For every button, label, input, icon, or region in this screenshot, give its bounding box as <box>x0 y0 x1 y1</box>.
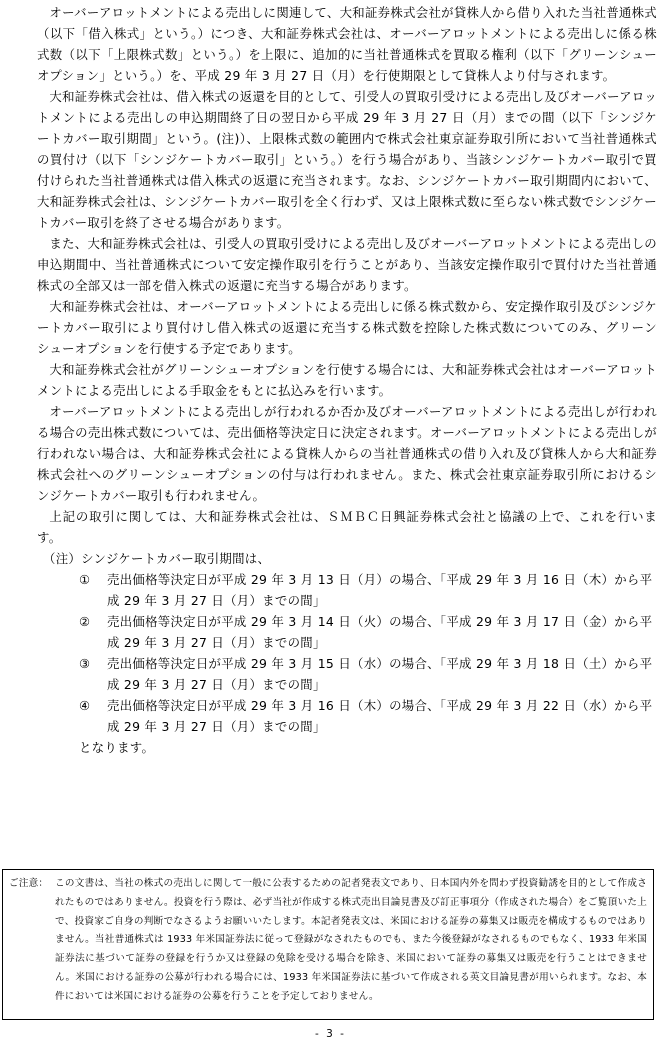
paragraph-consultation: 上記の取引に関しては、大和証券株式会社は、ＳＭＢＣ日興証券株式会社と協議の上で、これを行います。 <box>37 509 657 545</box>
paragraph-option-exercise-scope: 大和証券株式会社は、オーバーアロットメントによる売出しに係る株式数から、安定操作取引及びシンジケートカバー取引により買付けし借入株式の返還に充当する株式数を控除した株式数についてのみ、グリーンシューオプションを行使する予定であります。 <box>37 299 657 356</box>
note-item <box>37 569 657 611</box>
note-item-mark: ③ <box>79 656 91 671</box>
document-body <box>37 2 657 758</box>
paragraph-greenshoe-option: オーバーアロットメントによる売出しに関連して、大和証券株式会社が貸株人から借り入れた当社普通株式（以下「借入株式」という。）につき、大和証券株式会社は、オーバーアロットメントによる売出しに係る株式数（以下「上限株式数」という。）を上限に、追加的に当社普通株式を買取る権利（以下「グリーンシューオプション」という。）を、平成 29 年 3 月 27 日（月）を行使期限として貸株人より付与されます。 <box>37 5 657 83</box>
note-item-mark: ② <box>79 614 91 629</box>
note-item-mark: ④ <box>79 698 91 713</box>
note-item <box>37 611 657 653</box>
note-item-mark: ① <box>79 572 91 587</box>
note-item <box>37 653 657 695</box>
disclaimer-label: ご注意： <box>9 878 49 889</box>
note-item <box>37 695 657 737</box>
page-number: - 3 - <box>315 1028 346 1040</box>
paragraph-payment: 大和証券株式会社がグリーンシューオプションを行使する場合には、大和証券株式会社はオーバーアロットメントによる売出しによる手取金をもとに払込みを行います。 <box>37 362 657 398</box>
note-item-text: 売出価格等決定日が平成 29 年 3 月 16 日（木）の場合、「平成 29 年 3 月 22 日（水）から平成 29 年 3 月 27 日（月）までの間」 <box>107 698 653 734</box>
disclaimer-text: この文書は、当社の株式の売出しに関して一般に公表するための記者発表文であり、日本国内外を問わず投資勧誘を目的として作成されたものではありません。投資を行う際は、必ず当社が作成する株式売出目論見書及び訂正事項分（作成された場合）をご覧頂いた上で、投資家ご自身の判断でなさるようお願いいたします。本記者発表文は、米国における証券の募集又は販売を構成するものではありません。当社普通株式は 1933 年米国証券法に従って登録がなされたものでも、また今後登録がなされるものでもなく、1933 年米国証券法に基づいて証券の登録を行うか又は登録の免除を受ける場合を除き、米国において証券の募集又は販売を行うことはできません。米国における証券の公募が行われる場合には、1933 年米国証券法に基づいて作成される英文目論見書が用いられます。なお、本件においては米国における証券の公募を行うことを予定しておりません。 <box>55 878 647 1002</box>
note-section <box>37 548 657 758</box>
paragraph-syndicate-cover: 大和証券株式会社は、借入株式の返還を目的として、引受人の買取引受けによる売出し及びオーバーアロットメントによる売出しの申込期間終了日の翌日から平成 29 年 3 月 27 日（月）までの間（以下「シンジケートカバー取引期間」という。(注)）、上限株式数の範囲内で株式会社東京証券取引所において当社普通株式の買付け（以下「シンジケートカバー取引」という。）を行う場合があり、当該シンジケートカバー取引で買付けられた当社普通株式は借入株式の返還に充当されます。なお、シンジケートカバー取引期間内において、大和証券株式会社は、シンジケートカバー取引を全く行わず、又は上限株式数に至らない株式数でシンジケートカバー取引を終了させる場合があります。 <box>37 89 657 230</box>
disclaimer-box <box>2 869 654 1020</box>
note-item-text: 売出価格等決定日が平成 29 年 3 月 15 日（水）の場合、「平成 29 年 3 月 18 日（土）から平成 29 年 3 月 27 日（月）までの間」 <box>107 656 653 692</box>
paragraph-determination: オーバーアロットメントによる売出しが行われるか否か及びオーバーアロットメントによる売出しが行われる場合の売出株式数については、売出価格等決定日に決定されます。オーバーアロットメントによる売出しが行われない場合は、大和証券株式会社による貸株人からの当社普通株式の借り入れ及び貸株人から大和証券株式会社へのグリーンシューオプションの付与は行われません。また、株式会社東京証券取引所におけるシンジケートカバー取引も行われません。 <box>37 404 657 503</box>
note-list <box>37 569 657 737</box>
note-item-text: 売出価格等決定日が平成 29 年 3 月 14 日（火）の場合、「平成 29 年 3 月 17 日（金）から平成 29 年 3 月 27 日（月）までの間」 <box>107 614 653 650</box>
note-heading: （注）シンジケートカバー取引期間は、 <box>43 551 271 566</box>
note-item-text: 売出価格等決定日が平成 29 年 3 月 13 日（月）の場合、「平成 29 年 3 月 16 日（木）から平成 29 年 3 月 27 日（月）までの間」 <box>107 572 653 608</box>
note-closing: となります。 <box>79 740 155 755</box>
paragraph-stabilization: また、大和証券株式会社は、引受人の買取引受けによる売出し及びオーバーアロットメントによる売出しの申込期間中、当社普通株式について安定操作取引を行うことがあり、当該安定操作取引で買付けた当社普通株式の全部又は一部を借入株式の返還に充当する場合があります。 <box>37 236 657 293</box>
